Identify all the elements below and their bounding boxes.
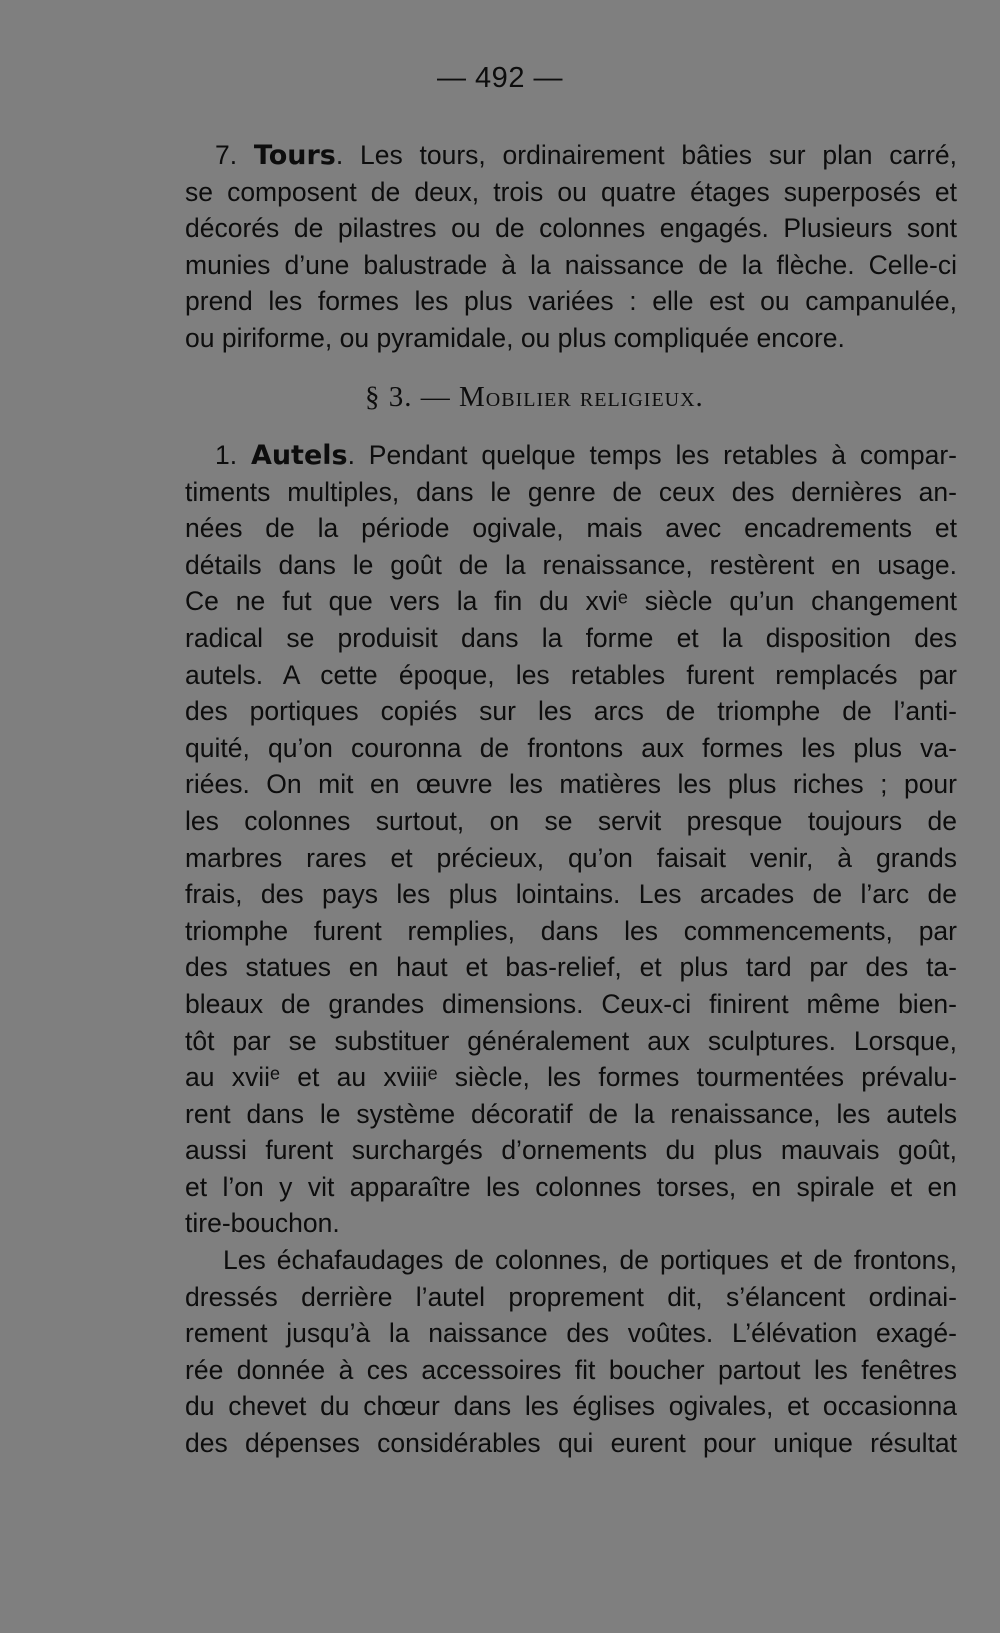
text-line: dressés derrière l’autel proprement dit, s’élancent ordinai- — [185, 1281, 957, 1312]
text-line: des portiques copiés sur les arcs de triomphe de l’anti- — [185, 696, 957, 727]
section-title: Mobilier religieux. — [459, 381, 704, 413]
tours-first-line — [185, 137, 957, 174]
text-line: du chevet du chœur dans les églises ogivales, et occasionna — [185, 1391, 957, 1422]
text-line: bleaux de grandes dimensions. Ceux-ci finirent même bien- — [185, 988, 957, 1019]
text-line: marbres rares et précieux, qu’on faisait venir, à grands — [185, 842, 957, 873]
text-line: rement jusqu’à la naissance des voûtes. L’élévation exagé- — [185, 1318, 957, 1349]
autels-number: 1. — [215, 440, 251, 470]
text-line: riées. On mit en œuvre les matières les plus riches ; pour — [185, 769, 957, 800]
text-line: et l’on y vit apparaître les colonnes torses, en spirale et en — [185, 1171, 957, 1202]
page-number: — 492 — — [437, 62, 563, 94]
text-line: décorés de pilastres ou de colonnes engagés. Plusieurs sont — [185, 213, 957, 244]
text-line: prend les formes les plus variées : elle est ou campanulée, — [185, 286, 957, 317]
text-line: munies d’une balustrade à la naissance de la flèche. Celle-ci — [185, 249, 957, 280]
text-line: Les échafaudages de colonnes, de portiques et de frontons, — [223, 1245, 957, 1276]
autels-first-line-text: . Pendant quelque temps les retables à compar- — [347, 440, 958, 470]
text-line: se composent de deux, trois ou quatre étages superposés et — [185, 176, 957, 207]
section-symbol: § — [365, 381, 381, 413]
text-line: des statues en haut et bas-relief, et plus tard par des ta- — [185, 952, 957, 983]
text-line: nées de la période ogivale, mais avec encadrements et — [185, 513, 957, 544]
autels-heading: Autels — [250, 440, 348, 471]
autels-paragraph — [185, 437, 957, 1462]
text-line: détails dans le goût de la renaissance, restèrent en usage. — [185, 549, 957, 580]
text-line: quité, qu’on couronna de frontons aux formes les plus va- — [185, 732, 957, 763]
tours-paragraph — [185, 137, 957, 357]
text-line: les colonnes surtout, on se servit presque toujours de — [185, 805, 957, 836]
text-line: tôt par se substituer généralement aux sculptures. Lorsque, — [185, 1025, 957, 1056]
tours-number: 7. — [215, 140, 254, 170]
text-line: tire-bouchon. — [185, 1208, 340, 1239]
text-line: autels. A cette époque, les retables furent remplacés par — [185, 659, 957, 690]
tours-first-line-text: . Les tours, ordinairement bâties sur plan carré, — [335, 140, 958, 170]
text-line: radical se produisit dans la forme et la disposition des — [185, 622, 957, 653]
text-line: au xviiᵉ et au xviiiᵉ siècle, les formes tourmentées prévalu- — [185, 1062, 957, 1093]
text-line: rent dans le système décoratif de la renaissance, les autels — [185, 1098, 957, 1129]
text-line: timents multiples, dans le genre de ceux des dernières an- — [185, 476, 957, 507]
text-line: Ce ne fut que vers la fin du xviᵉ siècle qu’un changement — [185, 586, 957, 617]
text-line: rée donnée à ces accessoires fit boucher partout les fenêtres — [185, 1354, 957, 1385]
text-line: aussi furent surchargés d’ornements du plus mauvais goût, — [185, 1135, 957, 1166]
text-line: ou piriforme, ou pyramidale, ou plus compliquée encore. — [185, 322, 845, 353]
tours-heading: Tours — [253, 140, 336, 171]
text-line: frais, des pays les plus lointains. Les arcades de l’arc de — [185, 879, 957, 910]
text-line: triomphe furent remplies, dans les commencements, par — [185, 915, 957, 946]
section-dash: — — [420, 381, 451, 413]
text-line: des dépenses considérables qui eurent pour unique résultat — [185, 1428, 957, 1459]
section-number: 3. — [388, 381, 413, 413]
autels-first-line — [185, 437, 957, 474]
